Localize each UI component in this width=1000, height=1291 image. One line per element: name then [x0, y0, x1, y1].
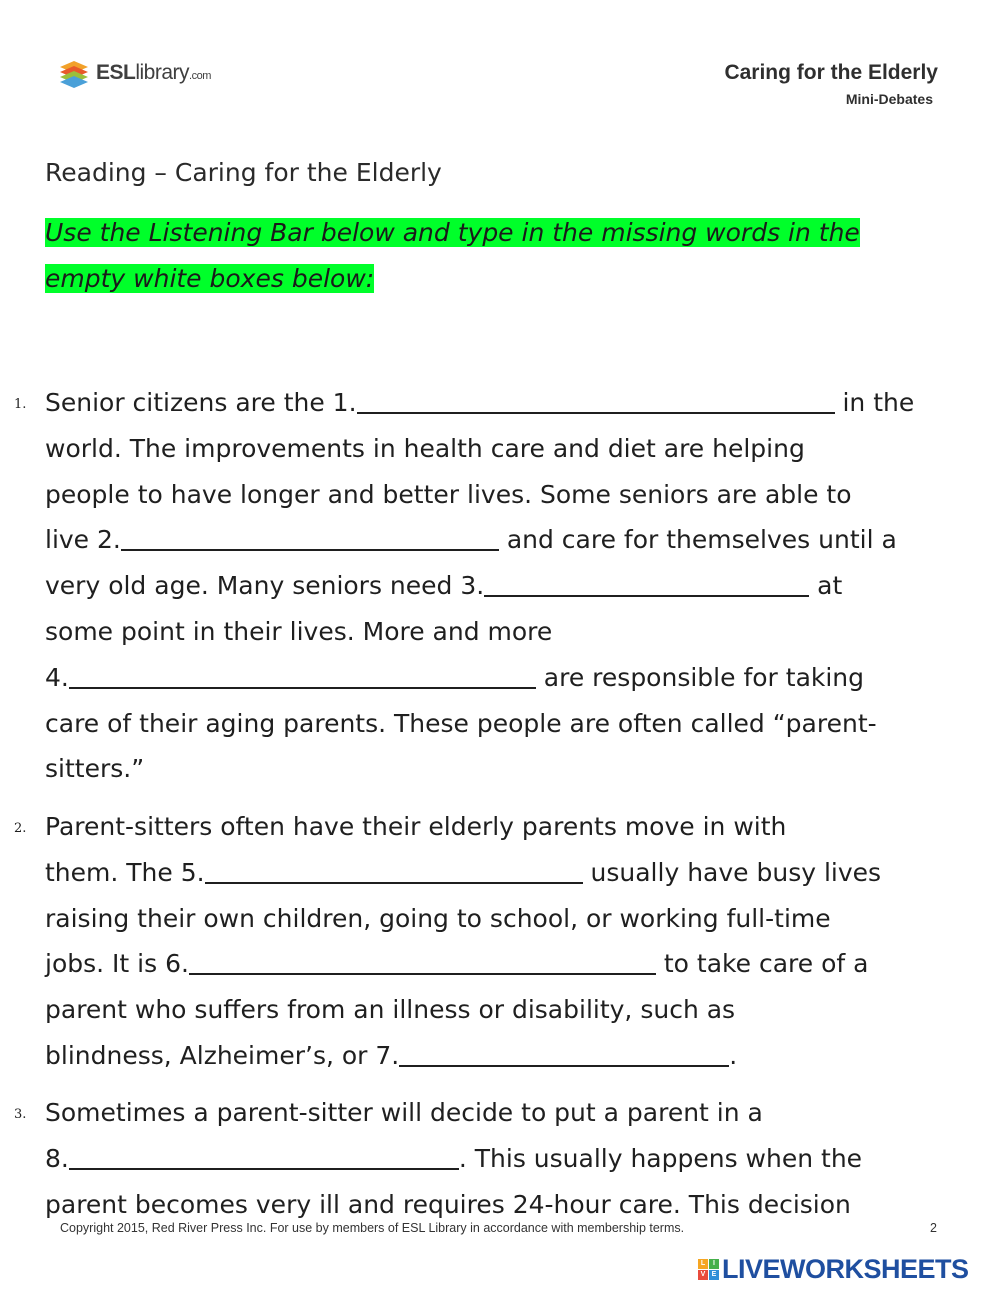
paragraph-number: 2.	[14, 821, 27, 836]
section-heading: Reading – Caring for the Elderly	[45, 158, 442, 187]
esl-library-logo	[58, 56, 211, 90]
document-title: Caring for the Elderly	[724, 61, 938, 84]
liveworksheets-watermark	[698, 1254, 969, 1285]
answer-box-1[interactable]	[357, 390, 835, 414]
answer-box-4[interactable]	[69, 665, 536, 689]
instruction-text	[45, 210, 925, 302]
paragraph-1: 1. Senior citizens are the 1. in the world. The improvements in health care and diet are helping people to have longer and better lives. Some seniors are able to live 2. and care for themselves until a very old age. Many seniors need 3. at some point in their lives. More and more 4. are responsible for taking care of their aging parents. These people are often called “parent- sitters.”	[45, 380, 960, 792]
paragraph-3: 3. Sometimes a parent-sitter will decide to put a parent in a 8. . This usually happens when the parent becomes very ill and requires 24-hour care. This decision	[45, 1090, 960, 1227]
answer-box-8[interactable]	[69, 1146, 459, 1170]
copyright-notice: Copyright 2015, Red River Press Inc. For use by members of ESL Library in accordance with membership terms.	[60, 1221, 685, 1235]
instruction-line-1: Use the Listening Bar below and type in the missing words in the	[45, 218, 860, 247]
liveworksheets-logo-icon: L I V E	[698, 1259, 719, 1280]
document-subtitle: Mini-Debates	[845, 91, 933, 107]
paragraph-number: 1.	[14, 397, 27, 412]
answer-box-6[interactable]	[189, 951, 656, 975]
instruction-line-2: empty white boxes below:	[45, 264, 375, 293]
liveworksheets-text: LIVEWORKSHEETS	[722, 1254, 969, 1284]
logo-text: ESLlibrary.com	[96, 61, 211, 84]
answer-box-2[interactable]	[121, 527, 499, 551]
answer-box-7[interactable]	[399, 1043, 729, 1067]
page-number: 2	[930, 1221, 937, 1235]
book-stack-icon	[58, 58, 90, 88]
answer-box-3[interactable]	[484, 573, 809, 597]
answer-box-5[interactable]	[205, 860, 583, 884]
paragraph-2: 2. Parent-sitters often have their elderly parents move in with them. The 5. usually have busy lives raising their own children, going to school, or working full-time jobs. It is 6. to take care of a parent who suffers from an illness or disability, such as blindness, Alzheimer’s, or 7. .	[45, 804, 960, 1079]
paragraph-number: 3.	[14, 1107, 27, 1122]
